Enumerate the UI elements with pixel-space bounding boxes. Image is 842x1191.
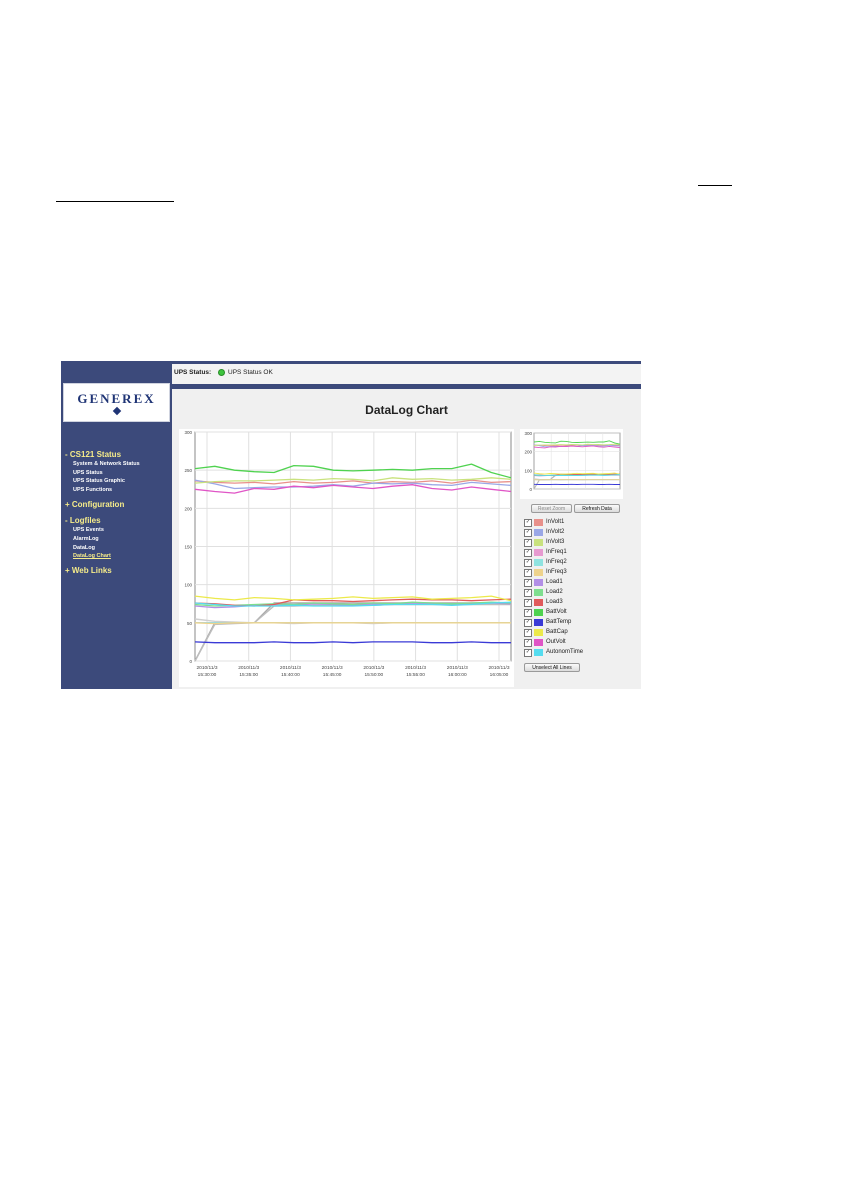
x-tick-label-date: 2010/11/3 <box>321 666 343 671</box>
series-color-swatch <box>534 629 543 636</box>
x-tick-label-date: 2010/11/3 <box>238 666 260 671</box>
legend-item-infreq2[interactable] <box>524 558 634 568</box>
x-tick-label-date: 2010/11/3 <box>196 666 218 671</box>
legend-label: Load2 <box>546 589 563 595</box>
series-checkbox[interactable]: ✓ <box>525 589 531 595</box>
legend-label: Load1 <box>546 579 563 585</box>
nav-item-ups-functions[interactable]: UPS Functions <box>73 487 113 493</box>
generex-logo <box>63 383 170 422</box>
series-checkbox[interactable]: ✓ <box>525 649 531 655</box>
y-tick-label: 200 <box>184 506 192 512</box>
x-tick-label-date: 2010/11/3 <box>405 666 427 671</box>
y-tick-label: 0 <box>189 659 192 664</box>
refresh-data-button[interactable]: Refresh Data <box>574 504 620 513</box>
mini-y-tick-label: 100 <box>524 468 532 474</box>
document-underline-short <box>698 185 732 186</box>
datalog-line-chart[interactable] <box>179 429 514 687</box>
legend-item-battvolt[interactable] <box>524 608 634 618</box>
ups-status-label: UPS Status: <box>174 369 212 376</box>
legend-item-involt2[interactable] <box>524 528 634 538</box>
mini-y-tick-label: 300 <box>524 431 532 436</box>
legend-item-battcap[interactable] <box>524 628 634 638</box>
series-color-swatch <box>534 609 543 616</box>
x-tick-label-time: 16:00:00 <box>447 673 467 678</box>
content-area <box>172 389 641 689</box>
series-checkbox[interactable]: ✓ <box>525 599 531 605</box>
series-checkbox[interactable]: ✓ <box>525 529 531 535</box>
nav-item-system-network-status[interactable]: System & Network Status <box>73 461 140 467</box>
nav-item-datalog-chart[interactable]: DataLog Chart <box>73 553 111 559</box>
legend-label: BattVolt <box>546 609 567 615</box>
legend-item-load1[interactable] <box>524 578 634 588</box>
ups-status-strip <box>172 364 641 384</box>
document-underline-long <box>56 201 174 202</box>
x-tick-label-time: 16:05:00 <box>489 673 509 678</box>
mini-y-tick-label: 200 <box>524 449 532 455</box>
legend-item-outvolt[interactable] <box>524 638 634 648</box>
mini-y-tick-label: 0 <box>529 487 532 492</box>
x-tick-label-date: 2010/11/3 <box>488 666 510 671</box>
x-tick-label-time: 15:35:00 <box>239 673 259 678</box>
series-checkbox[interactable]: ✓ <box>525 579 531 585</box>
logo-text: GENEREX <box>77 391 156 406</box>
x-tick-label-date: 2010/11/3 <box>363 666 385 671</box>
series-color-swatch <box>534 639 543 646</box>
series-color-swatch <box>534 649 543 656</box>
series-checkbox[interactable]: ✓ <box>525 519 531 525</box>
series-checkbox[interactable]: ✓ <box>525 549 531 555</box>
top-bar <box>172 361 641 389</box>
y-tick-label: 300 <box>184 430 192 435</box>
nav-item-ups-status[interactable]: UPS Status <box>73 470 103 476</box>
series-checkbox[interactable]: ✓ <box>525 539 531 545</box>
series-checkbox[interactable]: ✓ <box>525 569 531 575</box>
series-checkbox[interactable]: ✓ <box>525 619 531 625</box>
series-checkbox[interactable]: ✓ <box>525 629 531 635</box>
legend-label: OutVolt <box>546 639 566 645</box>
series-checkbox[interactable]: ✓ <box>525 609 531 615</box>
status-ok-icon <box>218 369 225 376</box>
nav-section-logfiles[interactable]: - Logfiles <box>65 516 101 525</box>
series-color-swatch <box>534 569 543 576</box>
nav-item-ups-events[interactable]: UPS Events <box>73 527 104 533</box>
x-tick-label-time: 15:40:00 <box>281 673 300 678</box>
nav-item-alarmlog[interactable]: AlarmLog <box>73 536 99 542</box>
series-checkbox[interactable]: ✓ <box>525 559 531 565</box>
legend-item-infreq1[interactable] <box>524 548 634 558</box>
nav-section-cs121-status[interactable]: - CS121 Status <box>65 450 122 459</box>
y-tick-label: 50 <box>186 620 192 626</box>
overview-mini-chart[interactable] <box>520 429 623 499</box>
y-tick-label: 250 <box>184 468 192 474</box>
series-color-swatch <box>534 549 543 556</box>
series-color-swatch <box>534 519 543 526</box>
series-color-swatch <box>534 589 543 596</box>
legend-label: InVolt1 <box>546 519 565 525</box>
x-tick-label-time: 15:45:00 <box>322 673 342 678</box>
ups-web-interface-screenshot <box>61 361 641 689</box>
series-color-swatch <box>534 619 543 626</box>
nav-item-datalog[interactable]: DataLog <box>73 545 95 551</box>
nav-section-web-links[interactable]: + Web Links <box>65 566 112 575</box>
legend-label: InVolt2 <box>546 529 565 535</box>
nav-section-configuration[interactable]: + Configuration <box>65 500 125 509</box>
series-color-swatch <box>534 599 543 606</box>
series-checkbox[interactable]: ✓ <box>525 639 531 645</box>
series-color-swatch <box>534 559 543 566</box>
reset-zoom-button[interactable]: Reset Zoom <box>531 504 572 513</box>
sidebar <box>61 361 172 689</box>
y-tick-label: 150 <box>184 544 192 550</box>
legend-item-load3[interactable] <box>524 598 634 608</box>
legend-label: InFreq1 <box>546 549 567 555</box>
legend-label: InFreq3 <box>546 569 567 575</box>
ups-status-text: UPS Status OK <box>228 369 273 376</box>
y-tick-label: 100 <box>184 582 192 588</box>
nav-item-ups-status-graphic[interactable]: UPS Status Graphic <box>73 478 125 484</box>
series-color-swatch <box>534 529 543 536</box>
legend-item-involt3[interactable] <box>524 538 634 548</box>
logo-diamond-icon <box>112 407 120 415</box>
x-tick-label-date: 2010/11/3 <box>446 666 468 671</box>
legend-label: BattCap <box>546 629 568 635</box>
legend-label: InFreq2 <box>546 559 567 565</box>
series-color-swatch <box>534 579 543 586</box>
legend-label: Load3 <box>546 599 563 605</box>
legend-item-infreq3[interactable] <box>524 568 634 578</box>
legend-item-autonomtime[interactable] <box>524 648 634 658</box>
legend-item-batttemp[interactable] <box>524 618 634 628</box>
legend-label: InVolt3 <box>546 539 565 545</box>
x-tick-label-time: 15:55:00 <box>406 673 425 678</box>
x-tick-label-time: 15:50:00 <box>364 673 384 678</box>
legend-item-involt1[interactable] <box>524 518 634 528</box>
legend-item-load2[interactable] <box>524 588 634 598</box>
legend-label: BattTemp <box>546 619 572 625</box>
series-color-swatch <box>534 539 543 546</box>
unselect-all-lines-button[interactable]: Unselect All Lines <box>524 663 580 672</box>
x-tick-label-date: 2010/11/3 <box>279 666 301 671</box>
x-tick-label-time: 15:30:00 <box>197 673 217 678</box>
legend-label: AutonomTime <box>546 649 584 655</box>
page-title: DataLog Chart <box>365 403 448 417</box>
